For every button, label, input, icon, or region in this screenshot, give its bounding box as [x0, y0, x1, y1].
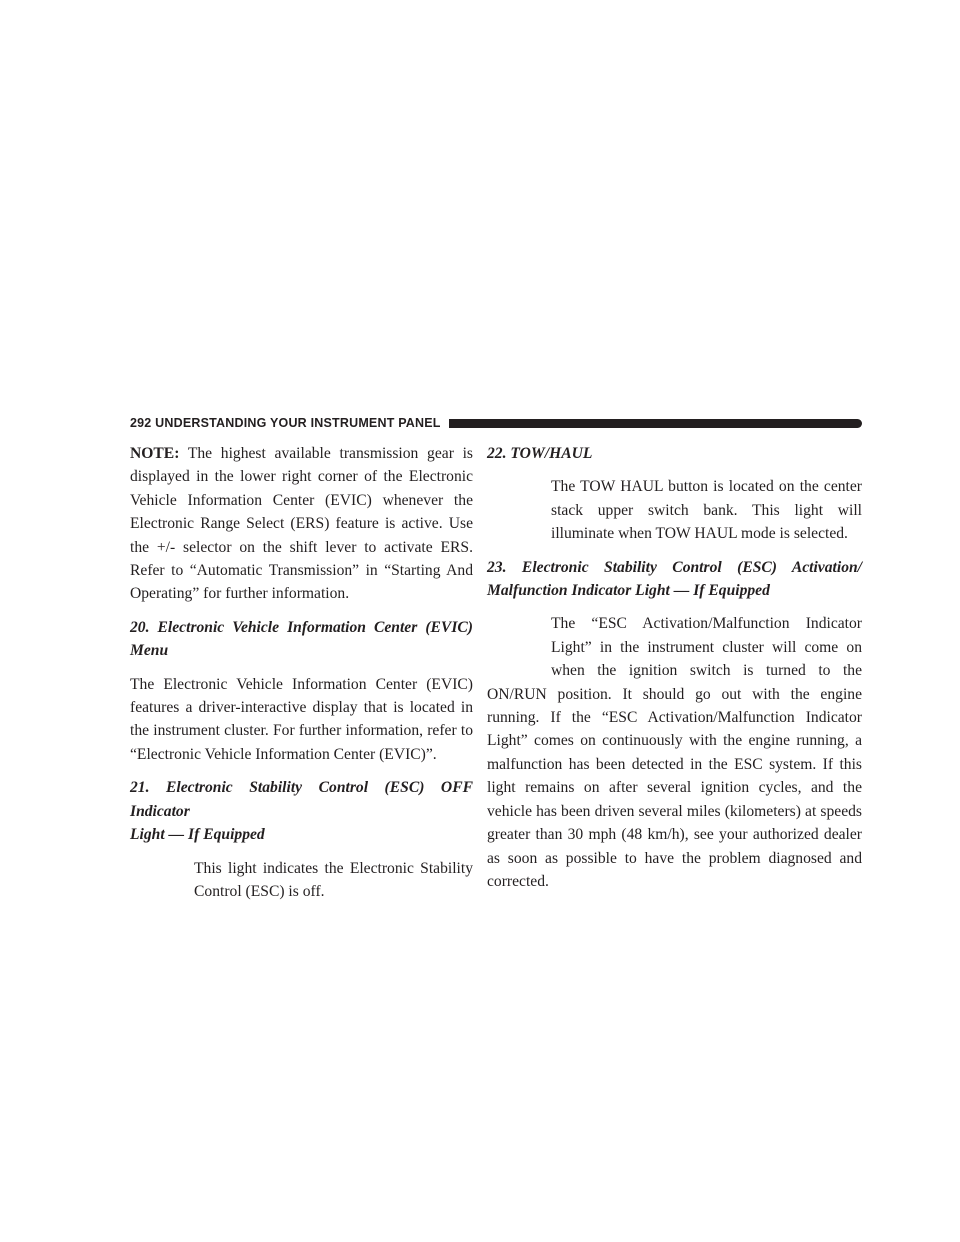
note-paragraph: [130, 442, 473, 606]
heading-item-21-line1: 21. Electronic Stability Control (ESC) OFF Indicator: [130, 779, 473, 820]
heading-item-23: [487, 556, 862, 603]
heading-item-23-line1: 23. Electronic Stability Control (ESC) Activation/: [487, 558, 862, 576]
header-label: [130, 416, 449, 430]
heading-item-20: 20. Electronic Vehicle Information Center (EVIC) Menu: [130, 618, 473, 660]
paragraph-item-22: The TOW HAUL button is located on the center stack upper switch bank. This light will illuminate when TOW HAUL mode is selected.: [551, 478, 862, 543]
note-text: The highest available transmission gear is displayed in the lower right corner of the Electronic Vehicle Information Center (EVIC) whenever the Electronic Range Select (ERS) feature is active. Use the +/- selector on the shift lever to activate ERS. Refer to “Automatic Transmission” in “Starting And Operating” for further information.: [130, 445, 473, 603]
heading-item-22: 22. TOW/HAUL: [487, 445, 593, 462]
note-label: NOTE:: [130, 445, 180, 462]
heading-item-21-line2: Light — If Equipped: [130, 826, 265, 844]
indicator-icon-space: [487, 612, 551, 678]
paragraph-item-20: The Electronic Vehicle Information Center (EVIC) features a driver-interactive display that is located in the instrument cluster. For further information, refer to “Electronic Vehicle Information Center (EVIC)”.: [130, 675, 473, 763]
left-column: [130, 442, 473, 913]
paragraph-item-21: This light indicates the Electronic Stability Control (ESC) is off.: [194, 859, 473, 900]
section-title: UNDERSTANDING YOUR INSTRUMENT PANEL: [155, 416, 441, 430]
running-header: [130, 414, 862, 432]
heading-item-21: [130, 776, 473, 846]
paragraph-item-23: The “ESC Activation/Malfunction Indicator Light” in the instrument cluster will come on when the ignition switch is turned to the ON/RUN position. It should go out with the engine running. If the “ESC Activation/Malfunction Indicator Light” comes on continuously with the engine running, a malfunction has been detected in the ESC system. If this light remains on after several ignition cycles, and the vehicle has been driven several miles (kilometers) at speeds greater than 30 mph (48 km/h), see your authorized dealer as soon as possible to have the problem diagnosed and corrected.: [487, 615, 862, 890]
paragraph-item-23-block: [487, 612, 862, 903]
page-number: 292: [130, 416, 152, 430]
header-rule: [449, 419, 862, 428]
heading-item-23-line2: Malfunction Indicator Light — If Equipped: [487, 582, 770, 600]
right-column: [487, 442, 862, 903]
